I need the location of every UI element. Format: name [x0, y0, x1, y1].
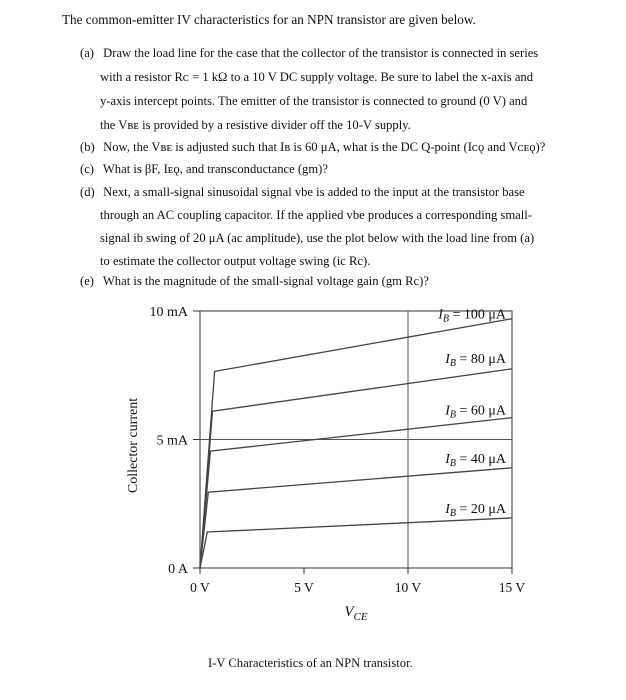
question-d-line2: through an AC coupling capacitor. If the applied vbe produces a corresponding small-: [100, 208, 532, 222]
question-d-line4: to estimate the collector output voltage swing (ic Rc).: [100, 254, 371, 268]
question-d-line1: Next, a small-signal sinusoidal signal vbe is added to the input at the transistor base: [103, 185, 525, 199]
curve-label-1: $I_B = 20$ μA: [445, 501, 506, 519]
x-tick-label-1: 5 V: [294, 580, 314, 595]
question-e-line1: What is the magnitude of the small-signal voltage gain (gm Rc)?: [102, 274, 429, 288]
x-tick-label-3: 15 V: [498, 580, 526, 595]
y-tick-label-2: 10 mA: [149, 305, 188, 320]
question-a-line1: Draw the load line for the case that the collector of the transistor is connected in series: [103, 46, 539, 60]
x-axis-label: $V_{CE}$: [344, 604, 368, 623]
question-d-line3: signal ib swing of 20 μA (ac amplitude), use the plot below with the load line from (a): [100, 231, 535, 245]
y-tick-label-0: 0 A: [168, 562, 188, 577]
question-e: [80, 274, 429, 289]
question-a-line2: with a resistor Rᴄ = 1 kΩ to a 10 V DC supply voltage. Be sure to label the x-axis and: [100, 70, 534, 84]
chart-caption: I-V Characteristics of an NPN transistor.: [208, 656, 413, 670]
question-b-line1: Now, the Vʙᴇ is adjusted such that Iʙ is 60 μA, what is the DC Q-point (Iᴄǫ and Vᴄᴇǫ)?: [103, 140, 546, 154]
question-c-label: (c): [80, 162, 94, 176]
question-a-label: (a): [80, 46, 94, 60]
iv-chart: [0, 288, 626, 700]
question-c: [80, 162, 328, 177]
question-c-line1: What is βF, Iᴇǫ, and transconductance (gm)?: [102, 162, 328, 176]
y-tick-label-1: 5 mA: [156, 433, 188, 449]
question-b: [80, 140, 545, 155]
intro-text: The common-emitter IV characteristics for an NPN transistor are given below.: [62, 12, 476, 27]
question-a: [80, 46, 538, 61]
curve-label-3: $I_B = 60$ μA: [445, 403, 506, 421]
curve-ib-2: [200, 468, 512, 568]
question-a-line3: y-axis intercept points. The emitter of the transistor is connected to ground (0 V) and: [100, 94, 528, 108]
curve-ib-3: [200, 418, 512, 568]
question-a-line4: the Vʙᴇ is provided by a resistive divider off the 10-V supply.: [100, 118, 411, 132]
curve-label-4: $I_B = 80$ μA: [445, 351, 506, 369]
x-tick-label-0: 0 V: [190, 580, 210, 595]
curve-label-2: $I_B = 40$ μA: [445, 451, 506, 469]
curve-label-5: $I_B = 100$ μA: [438, 307, 506, 325]
x-tick-label-2: 10 V: [394, 580, 422, 595]
question-b-label: (b): [80, 140, 95, 154]
y-axis-label: Collector current: [126, 397, 141, 494]
question-d: [80, 185, 525, 200]
question-e-label: (e): [80, 274, 94, 288]
curve-ib-1: [200, 518, 512, 568]
curve-ib-4: [200, 369, 512, 568]
question-d-label: (d): [80, 185, 95, 199]
